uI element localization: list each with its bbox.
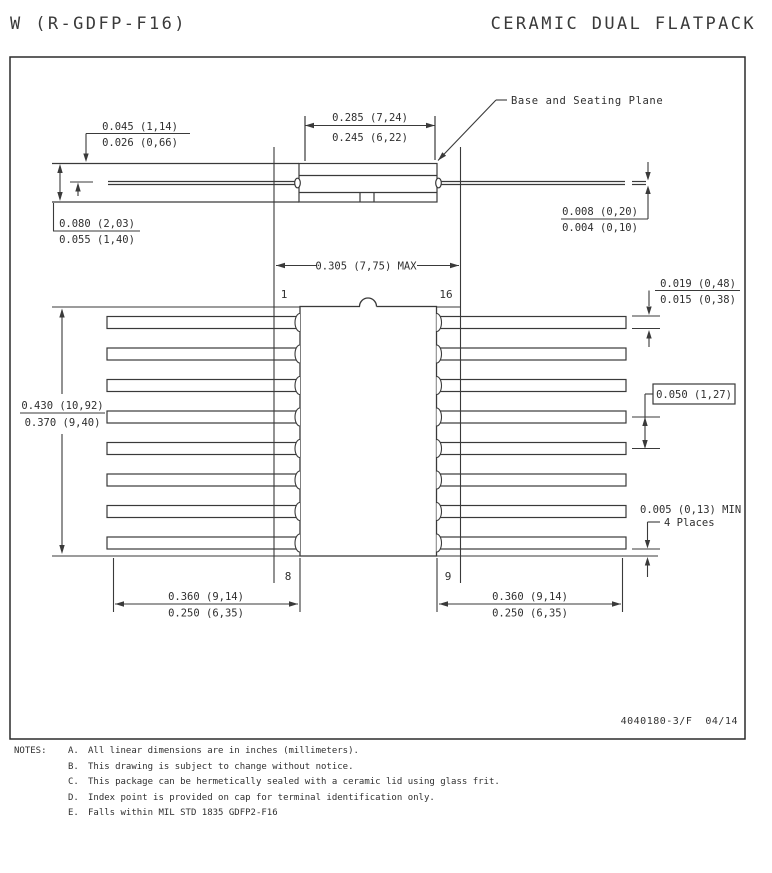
dim-lid-width-lower: 0.245 (6,22): [332, 132, 408, 144]
pin-label-8: 8: [284, 570, 292, 583]
note-item: [68, 791, 500, 807]
dim-lead-length-left-upper: 0.360 (9,14): [168, 591, 244, 603]
base-seating-plane-callout: Base and Seating Plane: [511, 95, 664, 107]
note-letter: B.: [68, 761, 79, 772]
dim-lead-to-top-upper: 0.045 (1,14): [102, 121, 178, 133]
dim-corner-gap-line2: 4 Places: [664, 517, 715, 529]
dim-lead-length-right-lower: 0.250 (6,35): [492, 607, 568, 620]
dim-lead-to-top-lower: 0.026 (0,66): [102, 137, 178, 149]
dim-lead-thickness-upper: 0.008 (0,20): [562, 206, 638, 218]
note-text: Falls within MIL STD 1835 GDFP2-F16: [88, 808, 278, 818]
dim-lead-width-lower: 0.015 (0,38): [660, 294, 736, 306]
note-letter: D.: [68, 792, 79, 803]
note-item: [68, 760, 500, 776]
dim-lid-width-upper: 0.285 (7,24): [332, 112, 408, 124]
dim-lead-pitch: 0.050 (1,27): [656, 389, 732, 401]
index-notch: [360, 298, 377, 307]
dim-lead-length-right-upper: 0.360 (9,14): [492, 591, 568, 603]
page-title-package-code: W (R-GDFP-F16): [10, 14, 187, 34]
note-item: [68, 744, 500, 760]
dim-body-width-max: 0.305 (7,75) MAX: [315, 260, 417, 273]
note-letter: E.: [68, 808, 79, 818]
note-item: [68, 775, 500, 791]
pin-label-9: 9: [444, 570, 452, 583]
dim-lead-width-upper: 0.019 (0,48): [660, 278, 736, 290]
document-number: 4040180-3/F 04/14: [620, 716, 738, 727]
note-text: Index point is provided on cap for terminal identification only.: [88, 792, 435, 803]
page-title-package-type: CERAMIC DUAL FLATPACK: [490, 14, 756, 34]
dim-lead-length-left-lower: 0.250 (6,35): [168, 607, 244, 620]
note-letter: A.: [68, 746, 79, 756]
dim-body-length-lower: 0.370 (9,40): [24, 417, 101, 429]
dim-body-height-lower: 0.055 (1,40): [59, 234, 135, 246]
note-text: This package can be hermetically sealed with a ceramic lid using glass frit.: [88, 777, 500, 787]
notes-heading: NOTES:: [14, 746, 47, 756]
dim-corner-gap-line1: 0.005 (0,13) MIN: [640, 504, 742, 516]
dim-lead-thickness-lower: 0.004 (0,10): [562, 222, 638, 234]
note-letter: C.: [68, 777, 79, 787]
pin-label-16: 16: [439, 288, 453, 301]
dim-body-height-upper: 0.080 (2,03): [59, 218, 135, 230]
dim-body-length-upper: 0.430 (10,92): [21, 400, 104, 412]
note-text: This drawing is subject to change without notice.: [88, 761, 354, 772]
note-text: All linear dimensions are in inches (millimeters).: [88, 746, 359, 756]
pin-label-1: 1: [280, 288, 288, 301]
note-item: [68, 806, 500, 822]
plan-view-body: [295, 298, 442, 556]
